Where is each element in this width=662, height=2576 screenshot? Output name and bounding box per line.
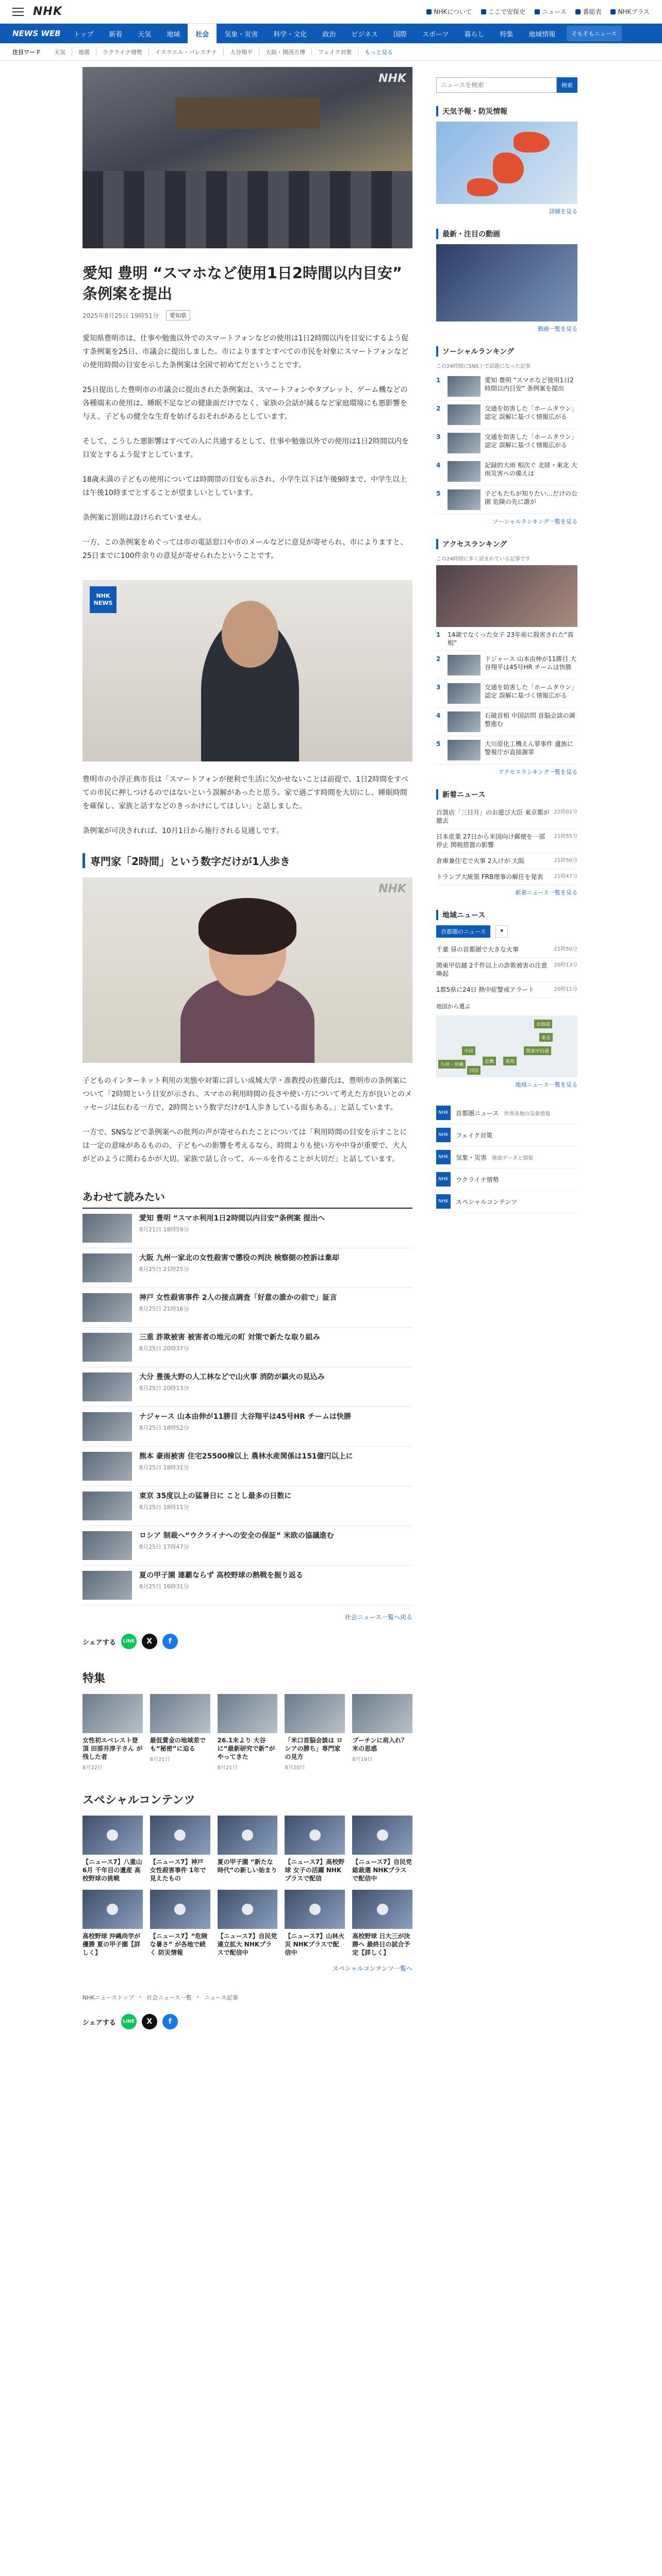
share-label: シェアする — [82, 2019, 116, 2027]
trend-earthquake[interactable]: 地震 — [72, 48, 96, 56]
related-date: 8月25日 18時31分 — [139, 1464, 189, 1471]
map-select-label: 地図から選ぶ — [436, 1003, 470, 1010]
top-link-anpi[interactable]: ここで安保史 — [481, 7, 525, 16]
special-title: 【ニュース7】高校野球 女子の活躍 NHKプラスで配信 — [285, 1858, 345, 1882]
related-title: 熊本 豪雨被害 住宅25500棟以上 農林水産関係は151億円以上に — [139, 1452, 353, 1461]
map-land — [514, 132, 550, 152]
related-title: ロシア 制裁へ“ウクライナへの安全の保証” 米欧の協議進む — [139, 1532, 334, 1540]
features-grid — [82, 1694, 412, 1771]
video-thumbnail — [352, 1890, 412, 1929]
list-item[interactable] — [82, 1209, 412, 1248]
feature-date: 8月20日 — [285, 1765, 305, 1771]
trend-israel[interactable]: イスラエル・パレスチナ — [149, 48, 224, 56]
related-thumbnail — [82, 1452, 132, 1481]
chevron-down-icon[interactable]: ▾ — [495, 925, 508, 938]
banner-link[interactable]: NHK ウクライナ情勢 — [436, 1168, 577, 1191]
feature-thumbnail — [82, 1694, 143, 1733]
feature-card[interactable] — [352, 1694, 412, 1771]
nav-science[interactable]: 科学・文化 — [273, 30, 307, 39]
nhk-logo[interactable]: NHK — [33, 5, 62, 18]
feature-card[interactable] — [285, 1694, 345, 1771]
special-title: 【ニュース7】自民党 総裁選 NHKプラスで配信中 — [352, 1858, 412, 1882]
access-ranking-more[interactable]: アクセスランキング一覧を見る — [498, 769, 577, 775]
related-thumbnail — [82, 1253, 132, 1282]
ranking-item[interactable]: 5 大川原化工機えん罪事件 遺族に警視庁が直接謝罪 — [436, 736, 577, 765]
related-date: 8月25日 20時37分 — [139, 1345, 189, 1352]
article-paragraph: 子どものインターネット利用の実態や対策に詳しい成城大学・准教授の佐藤氏は、豊明市の条例案について「2時間という目安が示され、スマホの利用時間の長さや使い方について考えた方が良いとのメッセージは伝わる一方で、2時間という数字だけが1人歩きしている面もある。」と話しています。 — [82, 1077, 412, 1112]
article-meta — [82, 310, 412, 320]
special-card[interactable] — [285, 1890, 345, 1957]
trending-label: 注目ワード — [12, 48, 41, 56]
video-thumbnail — [352, 1816, 412, 1855]
video-thumbnail — [82, 1890, 143, 1929]
nhk-watermark: NHK — [378, 883, 406, 895]
article-paragraph: 一方、この条例案をめぐっては市の電話窓口や市のメールなどに意見が寄せられ、市によりますと、25日までに100件余りの意見が寄せられたということです。 — [82, 538, 408, 560]
related-articles — [82, 1189, 412, 1621]
latest-news-more[interactable]: 新着ニュース一覧を見る — [515, 889, 577, 896]
region-item[interactable]: 1都5県に24日 熱中症警戒アラート 20時11分 — [436, 982, 577, 998]
assembly-seats — [82, 171, 412, 248]
breadcrumb-item: ニュース記事 — [204, 1994, 238, 2001]
banner-link[interactable]: NHK 首都圏ニュース 世界各地の気象情報 — [436, 1102, 577, 1124]
map-land — [493, 152, 524, 183]
nav-sports[interactable]: スポーツ — [422, 30, 449, 39]
map-land — [467, 178, 498, 196]
ranking-item[interactable]: 2 ドジャース 山本由伸が11勝目 大谷翔平は45号HR チームは快勝 — [436, 651, 577, 680]
feature-thumbnail — [218, 1694, 278, 1733]
feature-date: 8月21日 — [217, 1765, 238, 1771]
special-card[interactable] — [218, 1816, 278, 1883]
list-item[interactable] — [82, 1288, 412, 1328]
latest-item[interactable]: トランプ大統領 FRB理事の解任を発表 21時47分 — [436, 869, 577, 885]
related-date: 8月25日 18時52分 — [139, 1425, 189, 1431]
latest-news — [436, 789, 577, 896]
nhk-news-badge: NHK NEWS — [90, 586, 117, 613]
special-grid — [82, 1816, 412, 1957]
related-thumbnail — [82, 1492, 132, 1520]
list-item[interactable] — [82, 1526, 412, 1566]
nav-weather[interactable]: 天気 — [138, 30, 152, 39]
region-button[interactable]: 中国 — [462, 1046, 475, 1055]
trend-ohtani[interactable]: 大谷翔平 — [224, 48, 259, 56]
social-ranking-heading: ソーシャルランキング — [436, 346, 577, 357]
special-card[interactable] — [352, 1816, 412, 1883]
region-button[interactable]: 東海 — [503, 1057, 517, 1065]
sidebar — [436, 77, 577, 1213]
article-paragraph: 条例案に罰則は設けられていません。 — [82, 514, 206, 522]
ranking-item[interactable]: 4 石破首相 中国訪問 首脳会談の調整進む — [436, 708, 577, 736]
video-more-link[interactable]: 動画一覧を見る — [538, 326, 577, 332]
special-more-link[interactable]: スペシャルコンテンツ一覧へ — [332, 1965, 412, 1972]
feature-date: 8月22日 — [82, 1765, 103, 1771]
weather-map[interactable] — [436, 122, 577, 204]
article-paragraph: 愛知県豊明市は、仕事や勉強以外でのスマートフォンなどの使用は1日2時間以内を目安にするよう促す条例案を25日、市議会に提出しました。市によりますとすべての市民を対象にスマートフォンなどの使用時間の目安を示した条例案は全国で初めてだということです。 — [82, 334, 409, 369]
feature-title: 「米口首脳会談は ロシアの勝ち」専門家の見方 — [285, 1737, 343, 1760]
search-button[interactable]: 検索 — [557, 77, 577, 93]
related-thumbnail — [82, 1372, 132, 1401]
ranking-item[interactable]: 1 愛知 豊明 “スマホなど使用1日2時間以内目安” 条例案を提出 — [436, 372, 577, 401]
news-web-brand[interactable]: NEWS WEB — [12, 29, 61, 38]
article-paragraph: そして、こうした悪影響はすべての人に共通するとして、仕事や勉強以外での使用は1日2時間以内を目安とするよう促すとしています。 — [82, 437, 409, 459]
feature-card[interactable] — [82, 1694, 143, 1771]
article-column — [82, 67, 412, 2029]
special-title: 高校野球 日大三が決勝へ 最終日の試合予定【詳しく】 — [352, 1933, 410, 1956]
ranking-item[interactable]: 3 交通を妨害した「ホームタウン」認定 誤解に基づく情報広がる — [436, 680, 577, 708]
breadcrumb-item[interactable]: NHKニューストップ — [82, 1994, 134, 2001]
article-paragraph: 18歳未満の子どもの使用については時間帯の目安も示され、小学生以下は午後9時まで、中学生以上は午後10時までとすることが望ましいとしています。 — [82, 476, 407, 497]
region-button[interactable]: 関東甲信越 — [524, 1046, 551, 1055]
feature-card[interactable] — [150, 1694, 210, 1771]
region-button[interactable]: 東北 — [539, 1033, 553, 1042]
hero-photo — [82, 67, 412, 248]
mayor-head — [222, 601, 278, 668]
special-card[interactable] — [150, 1816, 210, 1883]
banner-icon: NHK — [436, 1106, 451, 1120]
features-heading: 特集 — [82, 1672, 106, 1685]
main-nav — [0, 24, 662, 43]
special-card[interactable] — [82, 1816, 143, 1883]
x-share-icon[interactable]: X — [142, 2014, 157, 2029]
top-link-news[interactable]: ニュース — [535, 7, 566, 16]
nav-features[interactable]: 特集 — [500, 30, 514, 39]
feature-thumbnail — [285, 1694, 345, 1733]
banner-icon: NHK — [436, 1150, 451, 1164]
feature-date: 8月19日 — [352, 1757, 373, 1762]
council-desk — [175, 98, 320, 129]
video-thumbnail — [285, 1890, 345, 1929]
related-title: 夏の甲子園 連覇ならず 高校野球の熱戦を振り返る — [139, 1571, 303, 1580]
share-bar — [82, 2014, 412, 2029]
article-paragraph: 豊明市の小浮正典市長は「スマートフォンが便利で生活に欠かせないことは前提で、1日2時間をすべての市民に押しつけるのではないという誤解があったと思う。家で過ごす時間を大切にし、睡眠時間を確保し、家族と話すなどのきっかけにしてほしい」と話しました。 — [82, 775, 408, 810]
related-heading: あわせて読みたい — [82, 1189, 412, 1209]
line-share-icon[interactable]: LINE — [121, 2014, 137, 2029]
article-paragraph: 一方で、SNSなどで条例案への批判の声が寄せられたことについては「利用時間の目安を示すことには一定の意味があるものの、子どもへの影響を考えるなら、時間よりも使い方や中身が重要で、大人がどのように関わるかが大切。家族で話し合って、ルールを作ることが大切だ」と話しています。 — [82, 1128, 407, 1163]
region-button[interactable]: 四国 — [467, 1066, 481, 1075]
video-box — [436, 229, 577, 333]
mayor-photo — [82, 580, 412, 761]
feature-thumbnail — [352, 1694, 412, 1733]
search-form — [436, 77, 577, 93]
share-bar — [82, 1634, 412, 1649]
feature-card[interactable] — [218, 1694, 278, 1771]
banner-icon: NHK — [436, 1194, 451, 1209]
japan-region-map — [436, 1015, 577, 1077]
list-item[interactable] — [82, 1566, 412, 1605]
trend-weather[interactable]: 天気 — [48, 48, 72, 56]
ranking-item[interactable]: 2 交通を妨害した「ホームタウン」認定 誤解に基づく情報広がる — [436, 401, 577, 429]
region-item[interactable]: 関東甲信越 2千件以上の詐欺被害の注意喚起 20時13分 — [436, 958, 577, 982]
access-ranking-sub: この24時間に多く読まれている記事です — [436, 556, 531, 562]
society-news-list-link[interactable]: 社会ニュース一覧へ戻る — [344, 1614, 412, 1621]
special-title: 【ニュース7】山林火災 NHKプラスで配信中 — [285, 1933, 345, 1956]
video-thumbnail — [218, 1890, 278, 1929]
x-share-icon[interactable]: X — [142, 1634, 157, 1649]
video-thumbnail — [218, 1816, 278, 1855]
related-date: 8月25日 21時25分 — [139, 1266, 189, 1273]
video-thumbnail[interactable] — [436, 244, 577, 321]
latest-item[interactable]: 日本産業 27日から米国向け郵便を一部停止 関税措置の影響 21時55分 — [436, 829, 577, 853]
trending-words-bar — [0, 43, 662, 61]
article-category-tag[interactable]: 愛知県 — [166, 310, 190, 320]
facebook-share-icon[interactable]: f — [162, 2014, 178, 2029]
special-card[interactable] — [82, 1890, 143, 1957]
related-thumbnail — [82, 1571, 132, 1600]
menu-icon[interactable] — [12, 8, 24, 16]
video-thumbnail — [150, 1816, 210, 1855]
special-title: 夏の甲子園 “新たな時代”の新しい始まり — [217, 1858, 277, 1874]
social-ranking-more[interactable]: ソーシャルランキング一覧を見る — [492, 518, 577, 525]
top-link-about[interactable]: NHKについて — [426, 7, 472, 16]
list-item[interactable] — [82, 1486, 412, 1526]
special-card[interactable] — [285, 1816, 345, 1883]
list-item[interactable] — [82, 1328, 412, 1367]
trend-ukraine[interactable]: ウクライナ情勢 — [96, 48, 149, 56]
weather-more-link[interactable]: 詳細を見る — [549, 208, 577, 215]
trend-fake[interactable]: フェイク対策 — [312, 48, 358, 56]
related-title: 三重 詐欺被害 被害者の地元の町 対策で新たな取り組み — [139, 1333, 320, 1342]
nav-region[interactable]: 地域 — [167, 30, 180, 39]
nav-politics[interactable]: 政治 — [322, 30, 336, 39]
banner-link[interactable]: NHK 気象・災害 地震データと情報 — [436, 1146, 577, 1168]
nav-business[interactable]: ビジネス — [351, 30, 378, 39]
breadcrumb: NHKニューストップ › 社会ニュース一覧 › ニュース記事 — [82, 1993, 238, 2001]
search-input[interactable] — [436, 77, 557, 93]
list-item[interactable] — [82, 1367, 412, 1407]
nav-new[interactable]: 新着 — [109, 30, 123, 39]
ranking-item[interactable]: 3 交通を妨害した「ホームタウン」認定 誤解に基づく情報広がる — [436, 429, 577, 457]
social-ranking — [436, 346, 577, 526]
special-heading: スペシャルコンテンツ — [82, 1794, 195, 1807]
related-title: 東京 35度以上の猛暑日に ことし最多の日数に — [139, 1492, 292, 1500]
related-date: 8月21日 18時59分 — [139, 1226, 189, 1233]
region-button[interactable]: 九州・沖縄 — [438, 1060, 466, 1069]
special-title: 高校野球 沖縄尚学が優勝 夏の甲子園【詳しく】 — [82, 1933, 141, 1956]
region-news — [436, 910, 577, 1089]
special-title: 【ニュース7】神戸 女性殺害事件 1年で見えたもの — [150, 1858, 206, 1882]
region-news-heading: 地域ニュース — [436, 910, 577, 920]
feature-thumbnail — [150, 1694, 210, 1733]
video-thumbnail — [285, 1816, 345, 1855]
related-title: 愛知 豊明 “スマホ利用1日2時間以内目安”条例案 提出へ — [139, 1214, 325, 1223]
related-date: 8月25日 21時16分 — [139, 1306, 189, 1312]
latest-item[interactable]: 倉庫兼住宅で火事 2人けが 大阪 21時50分 — [436, 853, 577, 869]
article-date: 2025年8月25日 19時51分 — [82, 312, 159, 319]
nhk-watermark: NHK — [378, 72, 406, 85]
nav-life[interactable]: 暮らし — [464, 30, 485, 39]
nav-top[interactable]: トップ — [73, 30, 94, 39]
nav-local-info[interactable]: 地域情報 — [528, 30, 556, 39]
special-title: 【ニュース7】自民党 連立拡大 NHKプラスで配信中 — [217, 1933, 277, 1956]
related-date: 8月25日 18時11分 — [139, 1504, 189, 1511]
banner-link[interactable]: NHK フェイク対策 — [436, 1124, 577, 1146]
related-title: 神戸 女性殺害事件 2人の接点調査「好意の誰かの前で」証言 — [139, 1294, 337, 1302]
article-paragraph: 条例案が可決されれば、10月1日から施行される見通しです。 — [82, 827, 284, 835]
access-ranking-heading: アクセスランキング — [436, 539, 577, 549]
list-item[interactable] — [82, 1447, 412, 1486]
expert-hair — [198, 898, 296, 955]
related-thumbnail — [82, 1531, 132, 1560]
ranking-item[interactable]: 5 子どもたちが知りたい…だけの公園 危険の先に誰が — [436, 486, 577, 514]
social-ranking-sub: この24時間にSNS上で話題になった記事 — [436, 364, 531, 369]
special-title: 【ニュース7】“危険な暑さ” が各地で続く 防災情報 — [150, 1933, 208, 1956]
nav-disaster[interactable]: 気象・災害 — [224, 30, 258, 39]
latest-news-heading: 新着ニュース — [436, 789, 577, 800]
region-news-more[interactable]: 地域ニュース一覧を見る — [515, 1081, 577, 1088]
related-thumbnail — [82, 1214, 132, 1243]
feature-title: プーチンに肩入れ？米の思惑 — [352, 1737, 408, 1752]
special-card[interactable] — [150, 1890, 210, 1957]
feature-title: 最低賃金の地域差でも“秘密”に迫る — [150, 1737, 206, 1752]
video-thumbnail — [150, 1890, 210, 1929]
list-item[interactable] — [82, 1407, 412, 1447]
nav-somosomo[interactable]: そもそもニュース — [567, 26, 622, 41]
special-card[interactable] — [218, 1890, 278, 1957]
breadcrumb-item[interactable]: 社会ニュース一覧 — [146, 1994, 192, 2001]
video-thumbnail — [82, 1816, 143, 1855]
banner-link[interactable]: NHK スペシャルコンテンツ — [436, 1191, 577, 1213]
access-ranking — [436, 539, 577, 776]
ranking-item[interactable]: 4 記録的大雨 相次ぐ 北陸・東北 大雨災害への備えは — [436, 457, 577, 486]
banner-icon: NHK — [436, 1128, 451, 1142]
related-thumbnail — [82, 1412, 132, 1441]
top-link-tv-guide[interactable]: 番組表 — [575, 7, 601, 16]
region-button[interactable]: 北海道 — [534, 1020, 552, 1028]
article-paragraph: 25日提出した豊明市の市議会に提出された条例案は、スマートフォンやタブレット、ゲーム機などの各種端末の使用は、睡眠不足などの健康面だけでなく、家族の会話が減るなど家庭環境にも悪影響を与え、子どもの健全な生育を妨げるおそれがあるとしています。 — [82, 386, 408, 421]
list-item[interactable] — [82, 1248, 412, 1288]
line-share-icon[interactable]: LINE — [121, 1634, 137, 1649]
related-date: 8月25日 20時13分 — [139, 1385, 189, 1392]
region-select[interactable]: 首都圏のニュース ▾ — [436, 925, 577, 938]
region-item[interactable]: 千葉 昼の首都圏で大きな火事 21時50分 — [436, 942, 577, 958]
banner-icon: NHK — [436, 1172, 451, 1187]
special-title: 【ニュース7】八重山6月 千年目の遺産 高校野球の挑戦 — [82, 1858, 142, 1882]
related-title: ナジャース 山本由伸が11勝目 大谷翔平は45号HR チームは快勝 — [139, 1413, 351, 1421]
related-title: 大阪 九州一家北の女性殺害で懲役の判決 検察側の控訴は棄却 — [139, 1254, 339, 1262]
top-links — [426, 7, 650, 16]
related-thumbnail — [82, 1293, 132, 1322]
weather-box — [436, 106, 577, 215]
banner-list — [436, 1102, 577, 1213]
region-button[interactable]: 近畿 — [483, 1057, 496, 1065]
trend-expo[interactable]: 大阪・関西万博 — [259, 48, 312, 56]
special-card[interactable] — [352, 1890, 412, 1957]
share-label: シェアする — [82, 1638, 116, 1647]
weather-heading: 天気予報・防災情報 — [436, 106, 577, 116]
article-title: 愛知 豊明 “スマホなど使用1日2時間以内目安” 条例案を提出 — [82, 264, 403, 302]
related-title: 大分 豊後大野の人工林などで山火事 消防が鎮火の見込み — [139, 1373, 325, 1381]
nav-international[interactable]: 国際 — [393, 30, 407, 39]
feature-title: 26.1未より 大谷に“最新研究で新”がやってきた — [217, 1737, 275, 1760]
feature-date: 8月21日 — [150, 1757, 170, 1762]
access-top-photo[interactable] — [436, 565, 577, 627]
ranking-item[interactable]: 1 14歳でなくった女子 23年前に殺害された“真相” — [436, 627, 577, 651]
related-date: 8月25日 16時31分 — [139, 1583, 189, 1590]
video-heading: 最新・注目の動画 — [436, 229, 577, 239]
latest-item[interactable]: 百貨店「三日月」のお遊び大臣 東京都が撤去 22時02分 — [436, 805, 577, 829]
nav-society[interactable]: 社会 — [188, 24, 217, 43]
section-heading: 専門家「2時間」という数字だけが1人歩き — [82, 853, 412, 868]
trend-more[interactable]: もっと見る — [365, 48, 393, 56]
related-thumbnail — [82, 1333, 132, 1362]
top-link-nhk-plus[interactable]: NHKプラス — [610, 7, 650, 16]
expert-photo — [82, 877, 412, 1063]
facebook-share-icon[interactable]: f — [162, 1634, 178, 1649]
top-bar — [0, 0, 662, 24]
related-date: 8月25日 17時47分 — [139, 1544, 189, 1550]
feature-title: 女性初エベレスト登頂 田部井淳子さん が残した者 — [82, 1737, 143, 1760]
